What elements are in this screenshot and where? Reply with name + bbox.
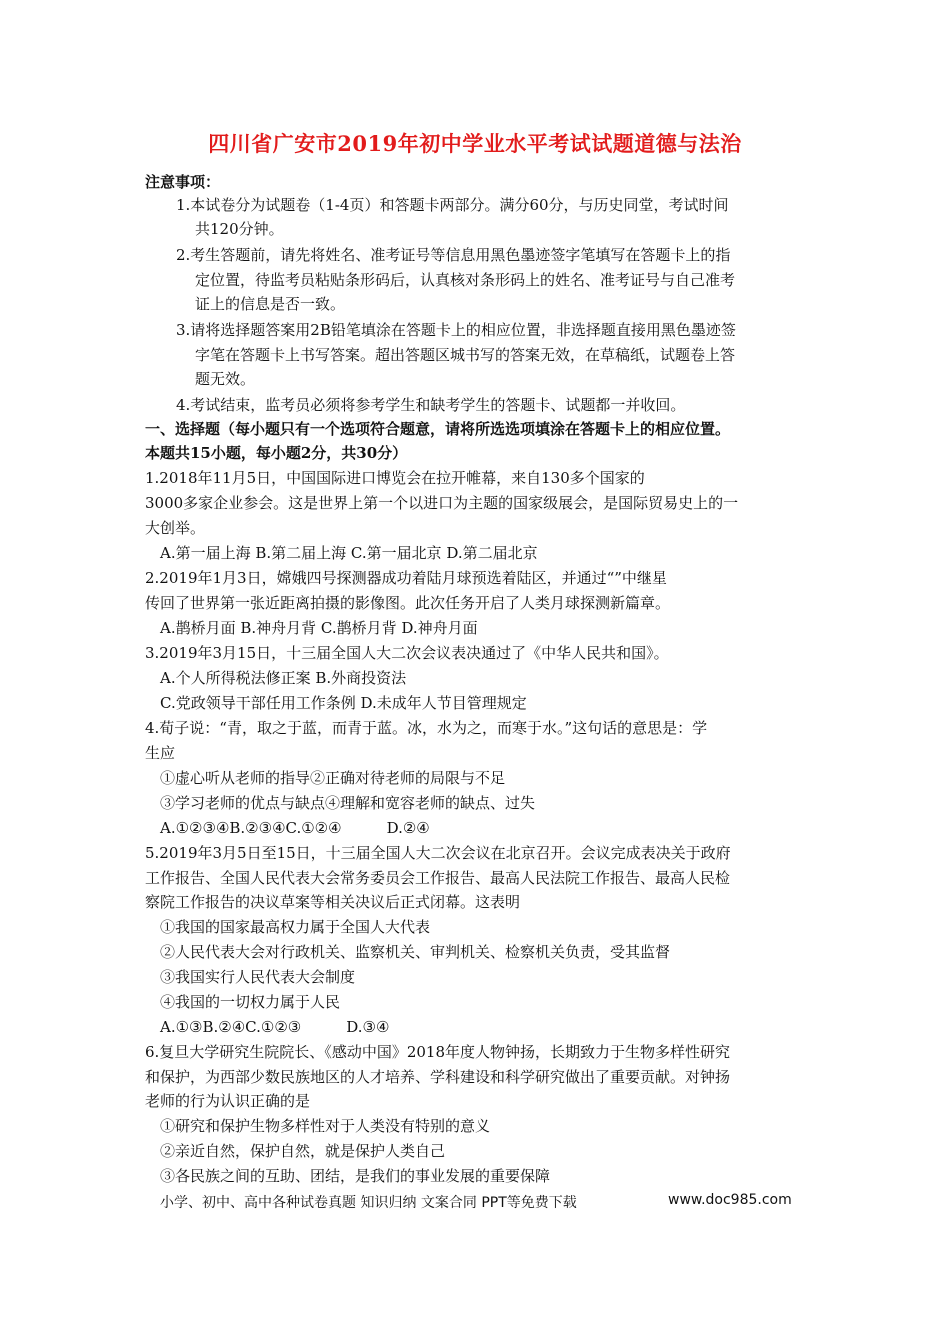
question-1-options: A.第一届上海 B.第二届上海 C.第一届北京 D.第二届北京	[160, 544, 538, 562]
notice-item-4-line-1: 4.考试结束，监考员必须将参考学生和缺考学生的答题卡、试题都一并收回。	[176, 396, 686, 414]
notice-item-2-line-1: 2.考生答题前，请先将姓名、准考证号等信息用黑色墨迹签字笔填写在答题卡上的指	[176, 246, 731, 264]
question-6-stem-line-1: 6.复旦大学研究生院院长、《感动中国》2018年度人物钟扬，长期致力于生物多样性研究	[145, 1043, 730, 1061]
question-5-statement-2: ②人民代表大会对行政机关、监察机关、审判机关、检察机关负责，受其监督	[160, 943, 671, 961]
exam-title: 四川省广安市2019年初中学业水平考试试题道德与法治	[208, 131, 742, 156]
question-4-statements-line-1: ①虚心听从老师的指导②正确对待老师的局限与不足	[160, 769, 506, 787]
question-5-statement-4: ④我国的一切权力属于人民	[160, 993, 341, 1011]
section-heading-line-1: 一、选择题（每小题只有一个选项符合题意，请将所选选项填涂在答题卡上的相应位置。	[145, 420, 731, 438]
question-3-options-line-2: C.党政领导干部任用工作条例 D.未成年人节目管理规定	[160, 694, 527, 712]
question-5-statement-3: ③我国实行人民代表大会制度	[160, 968, 356, 986]
question-5-options: A.①③B.②④C.①②③ D.③④	[160, 1018, 390, 1036]
question-6-statement-1: ①研究和保护生物多样性对于人类没有特别的意义	[160, 1117, 491, 1135]
question-3-stem-line-1: 3.2019年3月15日，十三届全国人大二次会议表决通过了《中华人民共和国》。	[145, 644, 669, 662]
notice-heading: 注意事项：	[145, 173, 221, 191]
question-2-stem-line-2: 传回了世界第一张近距离拍摄的影像图。此次任务开启了人类月球探测新篇章。	[145, 594, 671, 612]
footer-site-link[interactable]: www.doc985.com	[668, 1192, 792, 1208]
notice-item-2-line-2: 定位置，待监考员粘贴条形码后，认真核对条形码上的姓名、准考证号与自己准考	[195, 271, 736, 289]
question-2-options: A.鹊桥月面 B.神舟月背 C.鹊桥月背 D.神舟月面	[160, 619, 478, 637]
question-6-statement-2: ②亲近自然，保护自然，就是保护人类自己	[160, 1142, 446, 1160]
footer-text: 小学、初中、高中各种试卷真题 知识归纳 文案合同 PPT等免费下载	[160, 1195, 577, 1211]
question-6-stem-line-2: 和保护，为西部少数民族地区的人才培养、学科建设和科学研究做出了重要贡献。对钟扬	[145, 1068, 731, 1086]
notice-item-1-line-2: 共120分钟。	[195, 220, 284, 238]
footer	[160, 1192, 792, 1212]
question-5-stem-line-1: 5.2019年3月5日至15日，十三届全国人大二次会议在北京召开。会议完成表决关于政府	[145, 844, 731, 862]
question-4-statements-line-2: ③学习老师的优点与缺点④理解和宽容老师的缺点、过失	[160, 794, 536, 812]
question-3-options-line-1: A.个人所得税法修正案 B.外商投资法	[160, 669, 407, 687]
question-1-stem-line-1: 1.2018年11月5日，中国国际进口博览会在拉开帷幕，来自130多个国家的	[145, 469, 645, 487]
question-4-stem-line-1: 4.荀子说：“青，取之于蓝，而青于蓝。冰，水为之，而寒于水。”这句话的意思是：学	[145, 719, 708, 737]
question-1-stem-line-3: 大创举。	[145, 519, 206, 537]
notice-item-3-line-1: 3.请将选择题答案用2B铅笔填涂在答题卡上的相应位置，非选择题直接用黑色墨迹签	[176, 321, 736, 339]
question-5-stem-line-3: 察院工作报告的决议草案等相关决议后正式闭幕。这表明	[145, 893, 521, 911]
question-6-statement-3: ③各民族之间的互助、团结，是我们的事业发展的重要保障	[160, 1167, 551, 1185]
question-4-stem-line-2: 生应	[145, 744, 176, 762]
section-heading-line-2: 本题共15小题，每小题2分，共30分）	[145, 444, 408, 462]
notice-item-1-line-1: 1.本试卷分为试题卷（1-4页）和答题卡两部分。满分60分，与历史同堂，考试时间	[176, 196, 729, 214]
notice-item-3-line-2: 字笔在答题卡上书写答案。超出答题区城书写的答案无效，在草稿纸，试题卷上答	[195, 346, 736, 364]
notice-item-3-line-3: 题无效。	[195, 370, 256, 388]
notice-item-2-line-3: 证上的信息是否一致。	[195, 295, 346, 313]
question-5-stem-line-2: 工作报告、全国人民代表大会常务委员会工作报告、最高人民法院工作报告、最高人民检	[145, 869, 731, 887]
question-6-stem-line-3: 老师的行为认识正确的是	[145, 1092, 311, 1110]
question-4-options: A.①②③④B.②③④C.①②④ D.②④	[160, 819, 430, 837]
question-5-statement-1: ①我国的国家最高权力属于全国人大代表	[160, 918, 431, 936]
question-2-stem-line-1: 2.2019年1月3日，嫦娥四号探测器成功着陆月球预选着陆区，并通过“”中继星	[145, 569, 667, 587]
question-1-stem-line-2: 3000多家企业参会。这是世界上第一个以进口为主题的国家级展会，是国际贸易史上的一	[145, 494, 739, 512]
